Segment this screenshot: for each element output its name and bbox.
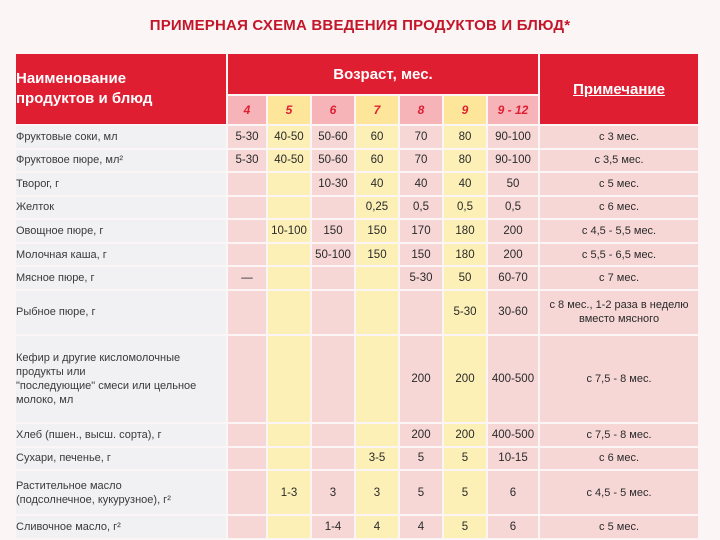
note-line: с 4,5 - 5,5 мес. — [581, 224, 657, 237]
note-cell — [540, 516, 698, 538]
product-name-line: Кефир и другие кисломолочные продукты или — [16, 352, 181, 379]
value-cell: 50-60 — [312, 150, 354, 172]
value-cell: 180 — [444, 220, 486, 242]
value-cell — [228, 220, 266, 242]
value-cell: 6 — [488, 471, 538, 514]
note-line: с 8 мес., 1-2 раза в неделю — [549, 299, 689, 312]
value-cell: 60 — [356, 150, 398, 172]
value-cell: 0,5 — [400, 197, 442, 219]
product-name-cell — [16, 126, 226, 148]
value-cell — [356, 336, 398, 422]
value-cell: 6 — [488, 516, 538, 538]
value-cell — [268, 291, 310, 334]
note-line: с 7,5 - 8 мес. — [586, 373, 652, 386]
value-cell — [268, 448, 310, 470]
value-cell: 60-70 — [488, 267, 538, 289]
note-line: с 5 мес. — [599, 177, 639, 190]
value-cell: 90-100 — [488, 150, 538, 172]
value-cell — [228, 244, 266, 266]
value-cell: 200 — [444, 424, 486, 446]
value-cell: 3-5 — [356, 448, 398, 470]
month-header: 5 — [268, 96, 310, 124]
table-row — [16, 267, 698, 289]
table-row — [16, 471, 698, 514]
note-cell — [540, 173, 698, 195]
value-cell: 50 — [488, 173, 538, 195]
note-cell — [540, 220, 698, 242]
value-cell: 200 — [444, 336, 486, 422]
value-cell — [228, 424, 266, 446]
header-name-cell — [16, 54, 226, 124]
value-cell — [228, 471, 266, 514]
value-cell: 200 — [488, 220, 538, 242]
value-cell: 40 — [444, 173, 486, 195]
product-name-line: Сливочное масло, г² — [16, 521, 121, 534]
table-row — [16, 336, 698, 422]
value-cell: 4 — [356, 516, 398, 538]
note-cell — [540, 471, 698, 514]
value-cell: 10-30 — [312, 173, 354, 195]
table-row — [16, 126, 698, 148]
value-cell: 3 — [356, 471, 398, 514]
value-cell: 50 — [444, 267, 486, 289]
product-name-cell — [16, 471, 226, 514]
value-cell: 70 — [400, 126, 442, 148]
value-cell: 200 — [400, 336, 442, 422]
value-cell — [268, 197, 310, 219]
note-cell — [540, 291, 698, 334]
note-cell — [540, 197, 698, 219]
note-cell — [540, 267, 698, 289]
product-name-line: (подсолнечное, кукурузное), г² — [16, 493, 171, 506]
value-cell — [228, 336, 266, 422]
value-cell — [312, 336, 354, 422]
value-cell — [312, 448, 354, 470]
value-cell — [268, 516, 310, 538]
note-cell — [540, 448, 698, 470]
month-header: 8 — [400, 96, 442, 124]
table-row — [16, 291, 698, 334]
value-cell: 5 — [444, 448, 486, 470]
product-name-cell — [16, 220, 226, 242]
month-header: 7 — [356, 96, 398, 124]
value-cell: 0,5 — [488, 197, 538, 219]
month-header: 6 — [312, 96, 354, 124]
product-name-line: Рыбное пюре, г — [16, 306, 96, 319]
value-cell: 5 — [400, 471, 442, 514]
table-row — [16, 516, 698, 538]
feeding-schedule-table — [14, 52, 700, 540]
value-cell: 10-15 — [488, 448, 538, 470]
product-name-line: Хлеб (пшен., высш. сорта), г — [16, 428, 162, 441]
product-name-cell — [16, 516, 226, 538]
value-cell: 0,5 — [444, 197, 486, 219]
value-cell: 4 — [400, 516, 442, 538]
value-cell: 170 — [400, 220, 442, 242]
value-cell: 30-60 — [488, 291, 538, 334]
value-cell: 40 — [356, 173, 398, 195]
product-name-cell — [16, 448, 226, 470]
page-title: ПРИМЕРНАЯ СХЕМА ВВЕДЕНИЯ ПРОДУКТОВ И БЛЮД* — [149, 17, 571, 34]
month-header: 9 - 12 — [488, 96, 538, 124]
value-cell: 10-100 — [268, 220, 310, 242]
note-cell — [540, 336, 698, 422]
value-cell: 180 — [444, 244, 486, 266]
product-name-cell — [16, 291, 226, 334]
product-name-line: Овощное пюре, г — [16, 224, 104, 237]
month-header: 9 — [444, 96, 486, 124]
value-cell: 70 — [400, 150, 442, 172]
value-cell — [312, 267, 354, 289]
value-cell: 60 — [356, 126, 398, 148]
header-note: Примечание — [540, 54, 698, 124]
note-line: с 3,5 мес. — [594, 154, 644, 167]
product-name-cell — [16, 173, 226, 195]
value-cell: 40 — [400, 173, 442, 195]
value-cell: 5 — [444, 471, 486, 514]
value-cell: 150 — [356, 220, 398, 242]
note-cell — [540, 244, 698, 266]
value-cell — [356, 291, 398, 334]
product-name-line: Молочная каша, г — [16, 248, 107, 261]
value-cell — [228, 448, 266, 470]
value-cell: 200 — [488, 244, 538, 266]
value-cell — [228, 516, 266, 538]
value-cell: 1-4 — [312, 516, 354, 538]
value-cell — [400, 291, 442, 334]
note-line: с 4,5 - 5 мес. — [586, 486, 652, 499]
value-cell: 150 — [312, 220, 354, 242]
month-header: 4 — [228, 96, 266, 124]
value-cell — [268, 244, 310, 266]
header-age: Возраст, мес. — [228, 54, 538, 94]
product-name-line: Желток — [16, 201, 55, 214]
product-name-line: Фруктовое пюре, мл² — [16, 154, 124, 167]
table-row — [16, 244, 698, 266]
note-line: с 7 мес. — [599, 272, 639, 285]
value-cell: 400-500 — [488, 336, 538, 422]
value-cell: 200 — [400, 424, 442, 446]
table-row — [16, 150, 698, 172]
note-line: с 5 мес. — [599, 521, 639, 534]
value-cell — [228, 197, 266, 219]
value-cell — [312, 291, 354, 334]
header-name-line2: продуктов и блюд — [16, 90, 153, 107]
value-cell: 150 — [356, 244, 398, 266]
product-name-cell — [16, 197, 226, 219]
note-line: с 3 мес. — [599, 130, 639, 143]
note-line: с 7,5 - 8 мес. — [586, 428, 652, 441]
product-name-cell — [16, 267, 226, 289]
note-line: с 6 мес. — [599, 201, 639, 214]
note-cell — [540, 424, 698, 446]
product-name-line: Фруктовые соки, мл — [16, 130, 118, 143]
value-cell: 50-60 — [312, 126, 354, 148]
value-cell — [268, 173, 310, 195]
product-name-cell — [16, 424, 226, 446]
value-cell: 50-100 — [312, 244, 354, 266]
value-cell: 150 — [400, 244, 442, 266]
note-cell — [540, 150, 698, 172]
product-name-line: Мясное пюре, г — [16, 272, 95, 285]
value-cell — [268, 336, 310, 422]
product-name-cell — [16, 150, 226, 172]
value-cell — [228, 173, 266, 195]
value-cell — [356, 424, 398, 446]
value-cell — [312, 424, 354, 446]
header-name-line1: Наименование — [16, 70, 127, 87]
value-cell: 40-50 — [268, 150, 310, 172]
note-line: вместо мясного — [578, 313, 660, 326]
table-row — [16, 220, 698, 242]
value-cell: 80 — [444, 150, 486, 172]
value-cell: 1-3 — [268, 471, 310, 514]
value-cell — [312, 197, 354, 219]
value-cell: 5 — [400, 448, 442, 470]
value-cell: 5-30 — [444, 291, 486, 334]
product-name-line: Растительное масло — [16, 479, 122, 492]
value-cell: 400-500 — [488, 424, 538, 446]
table-row — [16, 173, 698, 195]
value-cell: 5 — [444, 516, 486, 538]
value-cell: 0,25 — [356, 197, 398, 219]
product-name-cell — [16, 244, 226, 266]
value-cell: 5-30 — [228, 150, 266, 172]
value-cell: 3 — [312, 471, 354, 514]
value-cell — [268, 424, 310, 446]
note-line: с 5,5 - 6,5 мес. — [581, 248, 657, 261]
value-cell — [356, 267, 398, 289]
value-cell: 5-30 — [400, 267, 442, 289]
value-cell: — — [228, 267, 266, 289]
table-row — [16, 424, 698, 446]
note-cell — [540, 126, 698, 148]
value-cell: 90-100 — [488, 126, 538, 148]
table-body — [16, 126, 698, 538]
product-name-line: "последующие" смеси или цельное молоко, мл — [16, 380, 197, 407]
value-cell: 5-30 — [228, 126, 266, 148]
table-row — [16, 448, 698, 470]
note-line: с 6 мес. — [599, 452, 639, 465]
value-cell — [268, 267, 310, 289]
product-name-line: Творог, г — [16, 177, 60, 190]
product-name-cell — [16, 336, 226, 422]
value-cell: 40-50 — [268, 126, 310, 148]
value-cell: 80 — [444, 126, 486, 148]
value-cell — [228, 291, 266, 334]
table-row — [16, 197, 698, 219]
product-name-line: Сухари, печенье, г — [16, 452, 111, 465]
